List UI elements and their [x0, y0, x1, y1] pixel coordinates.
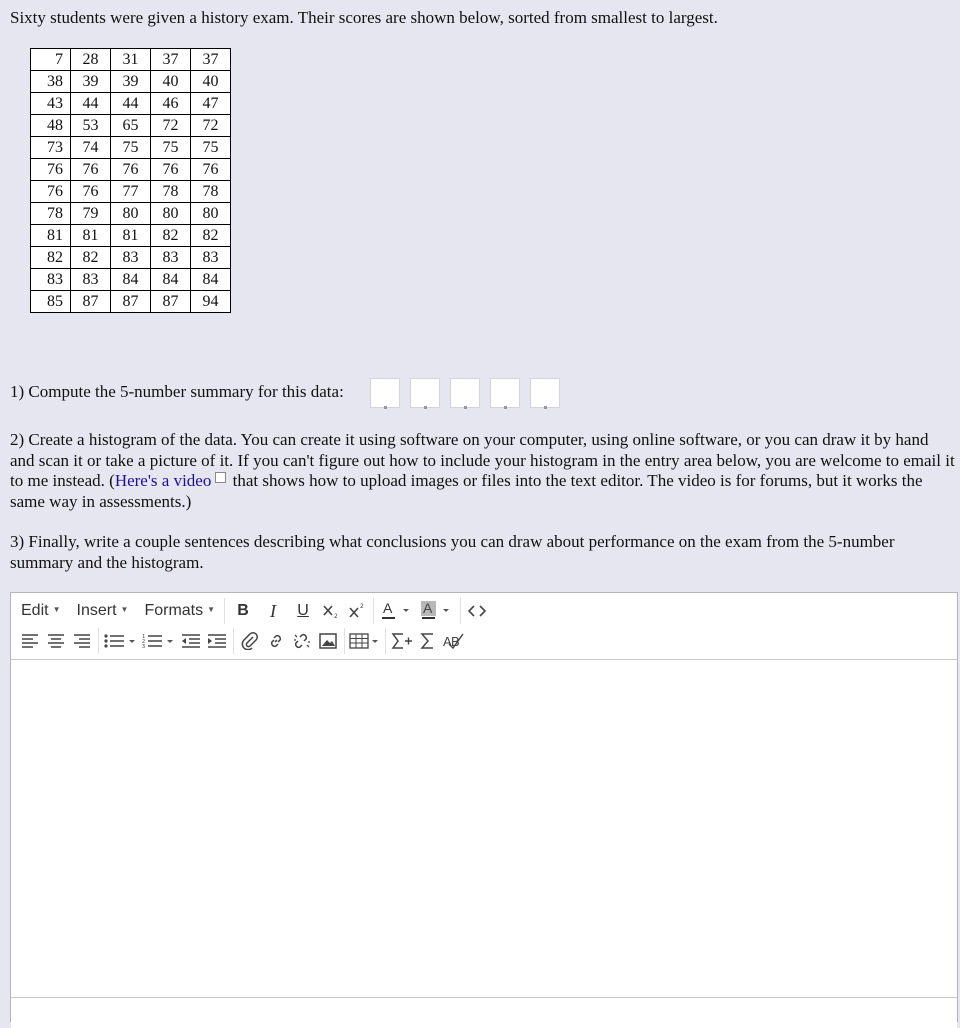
editor-toolbar [11, 593, 957, 660]
score-cell: 46 [151, 93, 191, 115]
score-cell: 84 [191, 269, 231, 291]
score-cell: 40 [151, 71, 191, 93]
rich-text-editor [10, 592, 958, 1022]
score-cell: 80 [191, 203, 231, 225]
score-row [31, 203, 231, 225]
score-cell: 94 [191, 291, 231, 313]
score-cell: 72 [191, 115, 231, 137]
score-cell: 48 [31, 115, 71, 137]
score-cell: 76 [111, 159, 151, 181]
score-row [31, 71, 231, 93]
svg-text:A: A [383, 600, 393, 616]
svg-text:3: 3 [142, 644, 146, 649]
score-cell: 78 [151, 181, 191, 203]
score-cell: 80 [111, 203, 151, 225]
score-cell: 76 [191, 159, 231, 181]
edit-menu-label: Edit [21, 602, 49, 619]
question-2-text: 2) Create a histogram of the data. You can create it using software on your computer, using online software, or you can draw it by hand and scan it or take a picture of it. If you can't figure out how to include your histogram in the entry area below, you are welcome to email it to me instead. ( [10, 430, 955, 490]
score-cell: 79 [71, 203, 111, 225]
question-2 [10, 430, 955, 512]
svg-text:B: B [451, 634, 460, 649]
question-1: 1) Compute the 5-number summary for this data: [10, 382, 344, 401]
score-cell: 65 [111, 115, 151, 137]
score-cell: 83 [191, 247, 231, 269]
score-cell: 82 [151, 225, 191, 247]
answer-input-5[interactable] [530, 378, 560, 408]
align-center-icon[interactable] [43, 630, 69, 652]
score-cell: 81 [71, 225, 111, 247]
score-cell: 47 [191, 93, 231, 115]
score-cell: 75 [151, 137, 191, 159]
edit-menu[interactable] [11, 602, 67, 620]
score-cell: 82 [71, 247, 111, 269]
score-cell: 83 [71, 269, 111, 291]
bold-button[interactable]: B [237, 602, 249, 619]
answer-input-1[interactable] [370, 378, 400, 408]
spellcheck-icon[interactable] [441, 630, 467, 652]
insert-menu[interactable] [67, 602, 135, 620]
score-cell: 82 [31, 247, 71, 269]
text-color-icon[interactable] [377, 600, 417, 622]
score-cell: 44 [111, 93, 151, 115]
insert-menu-label: Insert [76, 602, 117, 619]
score-cell: 76 [31, 159, 71, 181]
answer-input-2[interactable] [410, 378, 440, 408]
score-row [31, 247, 231, 269]
svg-text:A: A [423, 600, 433, 616]
score-cell: 37 [191, 49, 231, 71]
score-cell: 77 [111, 181, 151, 203]
insert-math-icon[interactable] [389, 630, 415, 652]
five-number-summary-inputs [370, 378, 560, 408]
question-3: 3) Finally, write a couple sentences describing what conclusions you can draw about performance on the exam from the 5-number summary and the histogram. [10, 532, 895, 572]
toolbar-divider [224, 598, 225, 624]
unlink-icon[interactable] [289, 630, 315, 652]
score-row [31, 93, 231, 115]
score-cell: 83 [151, 247, 191, 269]
score-row [31, 115, 231, 137]
svg-text:2: 2 [334, 613, 338, 620]
score-cell: 75 [111, 137, 151, 159]
score-cell: 80 [151, 203, 191, 225]
score-cell: 40 [191, 71, 231, 93]
score-cell: 81 [111, 225, 151, 247]
attachment-icon[interactable] [237, 630, 263, 652]
italic-button[interactable]: I [270, 600, 277, 621]
bullet-list-icon[interactable] [102, 630, 140, 652]
score-cell: 37 [151, 49, 191, 71]
score-cell: 39 [71, 71, 111, 93]
score-cell: 72 [151, 115, 191, 137]
score-cell: 76 [31, 181, 71, 203]
score-cell: 76 [151, 159, 191, 181]
score-cell: 7 [31, 49, 71, 71]
score-cell: 31 [111, 49, 151, 71]
score-cell: 78 [191, 181, 231, 203]
svg-text:2: 2 [142, 639, 146, 645]
link-icon[interactable] [263, 630, 289, 652]
superscript-icon[interactable] [344, 600, 370, 622]
score-row [31, 181, 231, 203]
score-cell: 38 [31, 71, 71, 93]
align-left-icon[interactable] [17, 630, 43, 652]
score-row [31, 291, 231, 313]
toolbar-divider [233, 628, 234, 654]
score-cell: 39 [111, 71, 151, 93]
underline-button[interactable]: U [297, 602, 309, 619]
source-code-icon[interactable] [464, 600, 490, 622]
score-row [31, 225, 231, 247]
svg-text:A: A [443, 634, 452, 649]
score-row [31, 159, 231, 181]
score-cell: 83 [111, 247, 151, 269]
subscript-icon[interactable] [318, 600, 344, 622]
align-right-icon[interactable] [69, 630, 95, 652]
score-cell: 85 [31, 291, 71, 313]
score-cell: 87 [71, 291, 111, 313]
external-link-icon [215, 472, 226, 483]
score-cell: 87 [111, 291, 151, 313]
answer-input-3[interactable] [450, 378, 480, 408]
question-2-text-end: that shows how to upload images or files into the text editor. The video is for forums, but it works the same way in assessments.) [10, 471, 923, 511]
sigma-icon[interactable] [415, 630, 441, 652]
chevron-down-icon: ▼ [207, 604, 216, 614]
score-cell: 81 [31, 225, 71, 247]
score-row [31, 137, 231, 159]
answer-input-4[interactable] [490, 378, 520, 408]
image-icon[interactable] [315, 630, 341, 652]
toolbar-divider [344, 628, 345, 654]
video-link[interactable]: Here's a video [114, 471, 212, 490]
score-cell: 84 [151, 269, 191, 291]
formats-menu-label: Formats [144, 602, 204, 619]
score-cell: 44 [71, 93, 111, 115]
table-icon[interactable] [348, 630, 382, 652]
score-cell: 28 [71, 49, 111, 71]
score-cell: 76 [71, 159, 111, 181]
score-cell: 82 [191, 225, 231, 247]
svg-text:1: 1 [142, 634, 146, 640]
toolbar-divider [385, 628, 386, 654]
score-cell: 84 [111, 269, 151, 291]
toolbar-divider [373, 598, 374, 624]
svg-text:2: 2 [360, 603, 364, 610]
editor-status-bar [11, 997, 957, 1028]
score-row [31, 49, 231, 71]
score-cell: 83 [31, 269, 71, 291]
score-cell: 43 [31, 93, 71, 115]
background-color-icon[interactable] [417, 600, 457, 622]
indent-icon[interactable] [204, 630, 230, 652]
score-cell: 53 [71, 115, 111, 137]
score-cell: 75 [191, 137, 231, 159]
chevron-down-icon: ▼ [52, 604, 61, 614]
score-cell: 87 [151, 291, 191, 313]
chevron-down-icon: ▼ [120, 604, 129, 614]
toolbar-divider [460, 598, 461, 624]
score-cell: 78 [31, 203, 71, 225]
intro-text: Sixty students were given a history exam. Their scores are shown below, sorted from smallest to largest. [10, 8, 718, 27]
toolbar-divider [98, 628, 99, 654]
formats-menu[interactable] [134, 602, 221, 620]
score-row [31, 269, 231, 291]
editor-content-area[interactable] [11, 660, 957, 998]
scores-table [30, 48, 231, 313]
outdent-icon[interactable] [178, 630, 204, 652]
score-cell: 76 [71, 181, 111, 203]
score-cell: 73 [31, 137, 71, 159]
score-cell: 74 [71, 137, 111, 159]
numbered-list-icon[interactable] [140, 630, 178, 652]
